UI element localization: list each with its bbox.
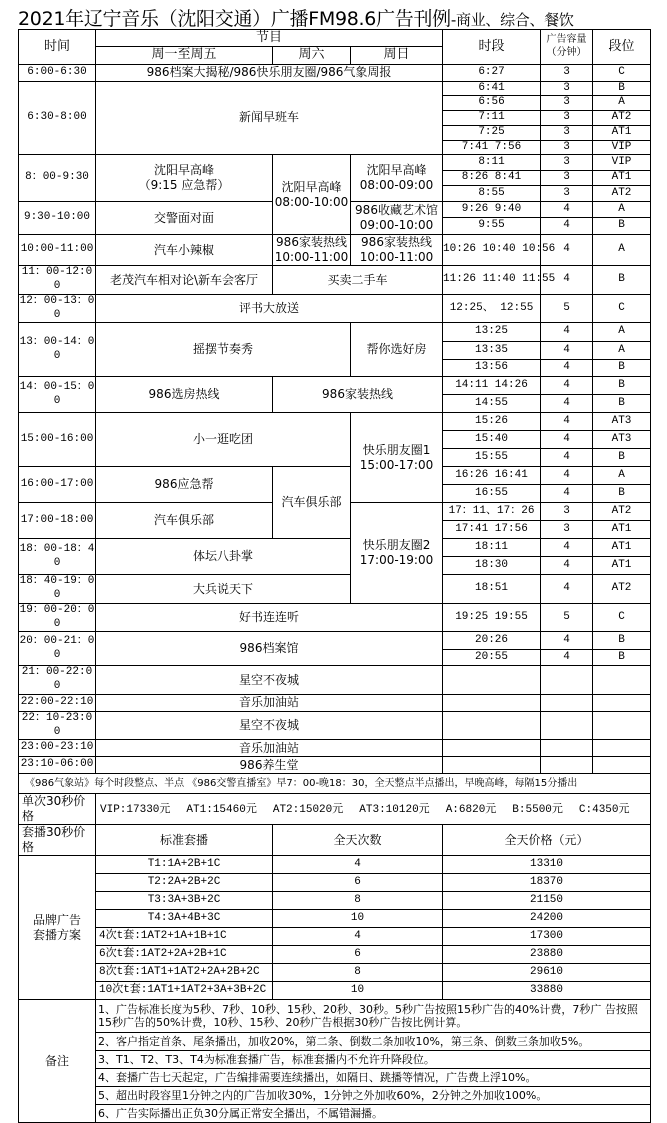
position-cell: A [593,323,651,342]
capacity-cell: 4 [541,377,593,395]
position-cell: B [593,377,651,395]
position-cell: C [593,64,651,81]
rate-card-table [18,29,651,1123]
program-name: 986家装热线 [276,235,347,250]
time-cell: 18：00-18：40 [19,539,96,575]
capacity-label: 广告容量 [546,34,587,46]
capacity-cell: 3 [541,155,593,171]
program-cell [273,235,351,266]
empty-cell [443,711,541,740]
header-sunday: 周日 [351,47,443,64]
program-name: 买卖二手车 [327,272,388,287]
time-cell: 8：00-9:30 [19,155,96,202]
position-cell: B [593,218,651,235]
segment-time-cell: 15:55 [443,449,541,467]
position-cell: C [593,294,651,323]
segment-time-cell: 18:51 [443,575,541,604]
program-cell [96,323,351,377]
program-cell [96,666,443,695]
price-at1: AT1:15460元 [186,803,257,816]
time-cell: 18：40-19：00 [19,575,96,604]
program-name: 986应急帮 [154,477,214,492]
remark-item: 3、T1、T2、T3、T4为标准套播广告，标准套播内不允许升降段位。 [96,1051,651,1069]
program-time: 09:00-10:00 [359,218,434,233]
empty-cell [593,757,651,774]
program-name: 986家装热线 [322,387,393,402]
segment-time-cell: 16:55 [443,485,541,503]
position-cell: VIP [593,140,651,155]
segment-time-cell: 9:26 9:40 [443,202,541,218]
segment-time-cell: 14:11 14:26 [443,377,541,395]
capacity-cell: 3 [541,521,593,539]
program-cell [273,155,351,235]
program-time: 10:00-11:00 [274,250,349,265]
segment-time-cell: 7:11 [443,111,541,126]
program-cell [96,740,443,757]
program-cell [96,757,443,774]
package-group-label: 品牌广告套播方案 [19,856,96,1000]
program-name: 986档案大揭秘/986快乐朋友圈/986气象周报 [146,65,392,79]
segment-time-cell: 8:11 [443,155,541,171]
program-name: 汽车俱乐部 [281,495,342,510]
position-cell: B [593,650,651,666]
program-cell [96,377,273,413]
program-time: 15:00-17:00 [359,457,434,472]
time-cell: 6:30-8:00 [19,81,96,155]
package-price-cell: 17300 [443,928,651,946]
package-plan-cell: 4次t套:1AT2+1A+1B+1C [96,928,273,946]
position-cell: A [593,342,651,360]
package-count-cell: 4 [273,928,443,946]
position-cell: B [593,360,651,377]
program-name: 交警面对面 [153,210,214,225]
program-cell [96,413,351,467]
time-cell: 20：00-21：00 [19,632,96,666]
package-plan-cell: 6次t套:1AT2+2A+2B+1C [96,946,273,964]
capacity-unit: （分钟） [546,46,587,58]
empty-cell [593,711,651,740]
package-price-cell: 13310 [443,856,651,874]
program-cell [96,539,351,575]
segment-time-cell: 8:55 [443,186,541,202]
program-cell [96,467,273,503]
segment-time-cell: 13:35 [443,342,541,360]
time-cell: 11：00-12:00 [19,266,96,295]
capacity-cell: 3 [541,171,593,186]
price-vip: VIP:17330元 [100,803,171,816]
position-cell: B [593,632,651,650]
segment-time-cell: 12:25、 12:55 [443,294,541,323]
program-cell [96,711,443,740]
time-cell: 19：00-20：00 [19,603,96,632]
time-cell: 17:00-18:00 [19,503,96,539]
program-name: 沈阳早高峰 [153,163,214,178]
segment-time-cell: 13:56 [443,360,541,377]
header-position: 段位 [593,30,651,65]
empty-cell [593,666,651,695]
position-cell: AT2 [593,575,651,604]
capacity-cell: 3 [541,140,593,155]
program-name: 星空不夜城 [239,718,300,732]
segment-time-cell: 19:25 19:55 [443,603,541,632]
program-name: 986养生堂 [239,757,299,772]
program-name: 986档案馆 [239,641,299,656]
program-time: 10:00-11:00 [359,250,434,265]
capacity-cell: 4 [541,557,593,575]
remark-item: 2、客户指定首条、尾条播出，加收20%，第二条、倒数二条加收10%，第三条、倒数三条加收5%。 [96,1033,651,1051]
package-col-count: 全天次数 [273,825,443,856]
header-program: 节目 [96,30,443,47]
segment-time-cell: 18:11 [443,539,541,557]
capacity-cell: 3 [541,503,593,521]
capacity-cell: 3 [541,111,593,126]
program-name: 小一逛吃团 [192,432,253,447]
capacity-cell: 3 [541,96,593,111]
empty-cell [443,740,541,757]
program-name: 摇摆节奏秀 [192,342,253,357]
program-name: 沈阳早高峰 [366,163,427,178]
remarks-label: 备注 [19,1000,96,1123]
package-col-plan: 标准套播 [96,825,273,856]
program-cell [96,81,443,155]
package-price-label: 套播30秒价格 [19,825,96,856]
program-name: 986家装热线 [361,235,432,250]
position-cell: C [593,603,651,632]
program-cell [96,64,443,81]
capacity-cell: 4 [541,539,593,557]
program-cell [273,467,351,539]
segment-time-cell: 10:26 10:40 10:56 [443,235,541,266]
position-cell: A [593,235,651,266]
position-cell: A [593,202,651,218]
package-price-cell: 33880 [443,982,651,1000]
capacity-cell: 4 [541,202,593,218]
position-cell: B [593,485,651,503]
package-plan-cell: T4:3A+4B+3C [96,910,273,928]
program-cell [96,632,443,666]
program-name: 新闻早班车 [239,110,300,125]
segment-time-cell: 20:55 [443,650,541,666]
capacity-cell: 5 [541,294,593,323]
segment-time-cell: 15:40 [443,431,541,449]
empty-cell [541,757,593,774]
position-cell: A [593,467,651,485]
package-count-cell: 10 [273,982,443,1000]
program-name: 汽车小辣椒 [153,242,214,257]
program-cell [96,503,273,539]
program-cell [96,235,273,266]
time-cell: 22:00-22:10 [19,694,96,711]
program-cell [351,202,443,235]
segment-time-cell: 13:25 [443,323,541,342]
time-cell: 9:30-10:00 [19,202,96,235]
program-cell [96,294,443,323]
package-col-price: 全天价格（元） [443,825,651,856]
title-main: 2021年辽宁音乐（沈阳交通）广播FM98.6广告刊例 [18,8,451,30]
program-name: 大兵说天下 [192,581,253,596]
position-cell: AT2 [593,111,651,126]
position-cell: VIP [593,155,651,171]
program-name: 986选房热线 [148,387,220,402]
package-count-cell: 6 [273,946,443,964]
program-cell [96,155,273,202]
package-plan-cell: T2:2A+2B+2C [96,874,273,892]
broadcast-note: 《986气象站》每个时段整点、半点 《986交警直播室》早7：00-晚18：30，全天整点半点播出，早晚高峰，每隔15分播出 [19,774,651,794]
program-name: 快乐朋友圈1 [362,442,431,457]
capacity-cell: 4 [541,342,593,360]
program-cell [96,202,273,235]
capacity-cell: 4 [541,395,593,413]
empty-cell [541,694,593,711]
program-cell [351,503,443,604]
price-a: A:6820元 [445,803,497,816]
program-name: 老茂汽车相对论\新车会客厅 [109,272,259,287]
segment-time-cell: 8:26 8:41 [443,171,541,186]
header-time: 时间 [19,30,96,65]
time-cell: 6:00-6:30 [19,64,96,81]
capacity-cell: 4 [541,650,593,666]
package-count-cell: 4 [273,856,443,874]
package-price-cell: 18370 [443,874,651,892]
program-name: 好书连连听 [239,610,300,624]
package-plan-cell: T3:3A+3B+2C [96,892,273,910]
program-name: 星空不夜城 [239,672,300,687]
capacity-cell: 4 [541,467,593,485]
position-cell: B [593,449,651,467]
package-count-cell: 6 [273,874,443,892]
time-cell: 22：10-23:00 [19,711,96,740]
empty-cell [541,740,593,757]
header-saturday: 周六 [273,47,351,64]
capacity-cell: 4 [541,218,593,235]
program-time: （9:15 应急帮） [138,178,230,193]
position-cell: A [593,96,651,111]
single-price-list [96,794,651,825]
position-cell: AT3 [593,431,651,449]
time-cell: 12：00-13：00 [19,294,96,323]
capacity-cell: 4 [541,266,593,295]
program-name: 沈阳早高峰 [281,179,342,194]
capacity-cell: 3 [541,186,593,202]
position-cell: B [593,395,651,413]
empty-cell [541,666,593,695]
program-cell [351,413,443,503]
segment-time-cell: 18:30 [443,557,541,575]
program-name: 帮你选好房 [366,342,427,357]
program-name: 986收藏艺术馆 [355,203,438,218]
segment-time-cell: 15:26 [443,413,541,431]
program-cell [273,377,443,413]
capacity-cell: 4 [541,431,593,449]
header-weekday: 周一至周五 [96,47,273,64]
header-capacity [541,30,593,65]
program-cell [96,266,273,295]
package-count-cell: 10 [273,910,443,928]
program-cell [273,266,443,295]
package-price-cell: 23880 [443,946,651,964]
segment-time-cell: 6:41 [443,81,541,96]
time-cell: 10:00-11:00 [19,235,96,266]
program-cell [96,694,443,711]
package-plan-cell: T1:1A+2B+1C [96,856,273,874]
segment-time-cell: 20:26 [443,632,541,650]
package-plan-cell: 8次t套:1AT1+1AT2+2A+2B+2C [96,964,273,982]
capacity-cell: 5 [541,603,593,632]
package-plan-cell: 10次t套:1AT1+1AT2+3A+3B+2C [96,982,273,1000]
package-price-cell: 21150 [443,892,651,910]
position-cell: AT2 [593,186,651,202]
position-cell: AT1 [593,125,651,140]
segment-time-cell: 16:26 16:41 [443,467,541,485]
empty-cell [593,740,651,757]
position-cell: AT1 [593,539,651,557]
program-cell [351,235,443,266]
segment-time-cell: 7:41 7:56 [443,140,541,155]
capacity-cell: 3 [541,81,593,96]
segment-time-cell: 7:25 [443,125,541,140]
capacity-cell: 4 [541,413,593,431]
time-cell: 13：00-14：00 [19,323,96,377]
segment-time-cell: 6:56 [443,96,541,111]
program-name: 音乐加油站 [239,740,300,755]
package-count-cell: 8 [273,964,443,982]
position-cell: AT1 [593,171,651,186]
position-cell: AT1 [593,557,651,575]
segment-time-cell: 9:55 [443,218,541,235]
price-b: B:5500元 [512,803,563,816]
segment-time-cell: 6:27 [443,64,541,81]
segment-time-cell: 11:26 11:40 11:55 [443,266,541,295]
position-cell: AT2 [593,503,651,521]
program-name: 汽车俱乐部 [153,513,214,528]
program-name: 音乐加油站 [239,695,300,710]
program-cell [96,603,443,632]
empty-cell [443,666,541,695]
segment-time-cell: 17：11、17：26 [443,503,541,521]
segment-time-cell: 14:55 [443,395,541,413]
price-at2: AT2:15020元 [272,803,344,816]
time-cell: 14：00-15：00 [19,377,96,413]
empty-cell [443,757,541,774]
capacity-cell: 4 [541,449,593,467]
capacity-cell: 3 [541,64,593,81]
program-cell [351,323,443,377]
segment-time-cell: 17:41 17:56 [443,521,541,539]
remark-item: 1、广告标准长度为5秒、7秒、10秒、15秒、20秒、30秒。5秒广告按照15秒广告的40%计费，7秒广 告按照15秒广告的50%计费，10秒、15秒、20秒广告根据30秒广告按比例计算。 [96,1000,651,1033]
program-name: 体坛八卦掌 [192,549,253,564]
capacity-cell: 4 [541,323,593,342]
header-segment: 时段 [443,30,541,65]
empty-cell [443,694,541,711]
capacity-cell: 4 [541,360,593,377]
package-price-cell: 24200 [443,910,651,928]
time-cell: 21：00-22:00 [19,666,96,695]
capacity-cell: 4 [541,575,593,604]
position-cell: B [593,81,651,96]
program-time: 08:00-09:00 [359,178,434,193]
program-name: 评书大放送 [239,301,300,315]
position-cell: AT1 [593,521,651,539]
time-cell: 16:00-17:00 [19,467,96,503]
program-name: 快乐朋友圈2 [362,538,431,552]
program-time: 17:00-19:00 [359,553,434,567]
time-cell: 23:10-06:00 [19,757,96,774]
remark-item: 6、广告实际播出正负30分属正常安全播出，不属错漏播。 [96,1105,651,1123]
time-cell: 23:00-23:10 [19,740,96,757]
title-sub: -商业、综合、餐饮 [450,11,574,29]
capacity-cell: 4 [541,485,593,503]
package-price-cell: 29610 [443,964,651,982]
empty-cell [593,694,651,711]
position-cell: AT3 [593,413,651,431]
time-cell: 15:00-16:00 [19,413,96,467]
page-title [18,4,574,31]
capacity-cell: 3 [541,125,593,140]
empty-cell [541,711,593,740]
price-c: C:4350元 [578,803,630,816]
price-at3: AT3:10120元 [359,803,430,816]
capacity-cell: 4 [541,235,593,266]
program-time: 08:00-10:00 [274,194,349,209]
capacity-cell: 4 [541,632,593,650]
single-price-label: 单次30秒价格 [19,794,96,825]
remark-item: 4、套播广告七天起定，广告编排需要连续播出，如隔日、跳播等情况，广告费上浮10%。 [96,1069,651,1087]
package-count-cell: 8 [273,892,443,910]
program-cell [351,155,443,202]
program-cell [96,575,351,604]
position-cell: B [593,266,651,295]
remark-item: 5、超出时段容里1分钟之内的广告加收30%，1分钟之外加收60%，2分钟之外加收100%。 [96,1087,651,1105]
